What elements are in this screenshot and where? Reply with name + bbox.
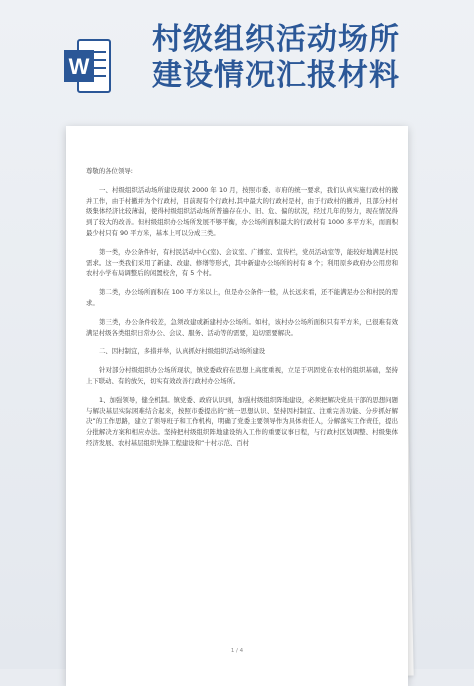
word-icon-letter: W	[68, 54, 90, 79]
page-number: 1 / 4	[230, 648, 244, 654]
paragraph-2: 第一类，办公条件好，有村民活动中心(室)、会议室、广播室、宣传栏，党员活动室等，能较好地满足村民需求。这一类我们采用了新建、改建、修缮等形式，其中新建办公场所的村有 8 个；利用原乡政府办公用房和农村小学布局调整后的闲置校舍，有 5 个村。	[86, 247, 398, 278]
title-line-2: 建设情况汇报材料	[152, 58, 400, 93]
section-heading-2: 二、因村制宜，多措并举，认真抓好村级组织活动场所建设	[99, 347, 266, 356]
page-title	[152, 22, 462, 94]
paragraph-5: 针对部分村级组织办公场所现状，镇党委政府在思想上高度重视，立足于巩固党在农村的组织基础，坚持上下联动、有的放矢，切实有效改善行政村办公场所。	[86, 366, 398, 385]
paragraph-1: 一、村级组织活动场所建设现状 2000 年 10 月，按照市委、市府的统一要求，我们认真实施行政村的撤并工作，由于村撤并为个行政村，目前现有个行政村,其中最大的行政村是村，由于行政村的撤并，且部分村村级集体经济比较薄弱，使得村级组织活动场所普遍存在小、旧、危、偏的状况，经过几年的努力，现在情况得到了较大的改善。但村级组织办公场所发展不够平衡，办公场所面积最大的行政村有 1000 多平方米，而面积最少村只有 90 平方米，基本上可以分成三类。	[86, 185, 398, 237]
salutation: 尊敬的各位领导:	[86, 167, 133, 175]
title-line-1: 村级组织活动场所	[152, 22, 400, 57]
paragraph-3: 第二类，办公场所面积在 100 平方米以上，但是办公条件一般，从长远来看，还不能满足办公和村民的需求。	[86, 288, 398, 307]
paragraph-6: 1、加强领导，健全机制。镇党委、政府认识到，加强村级组织阵地建设，必须把解决党员干部的思想问题与解决基层实际困难结合起来，按照市委提出的“统一思想认识、坚持因村制宜、注重完善功能、分步抓好解决”的工作思路，建立了领导班子和工作机构，明确了党委主要领导作为具体责任人，分解落实工作责任，提出分批解决方案和相应办法。坚持把村级组织阵地建设纳入工作的重要议事日程，与行政村区划调整、村级集体经济发展、农村基层组织先锋工程建设和“十村示范、百村	[86, 395, 398, 447]
paragraph-4: 第三类，办公条件较差，急须改建或新建村办公场所。如村，该村办公场所面积只有平方米，已很难有效满足村级各类组织日常办公、会议、服务、活动等的需要，迫切需要解决。	[86, 317, 398, 337]
document-body	[86, 166, 398, 457]
word-icon	[62, 36, 112, 96]
